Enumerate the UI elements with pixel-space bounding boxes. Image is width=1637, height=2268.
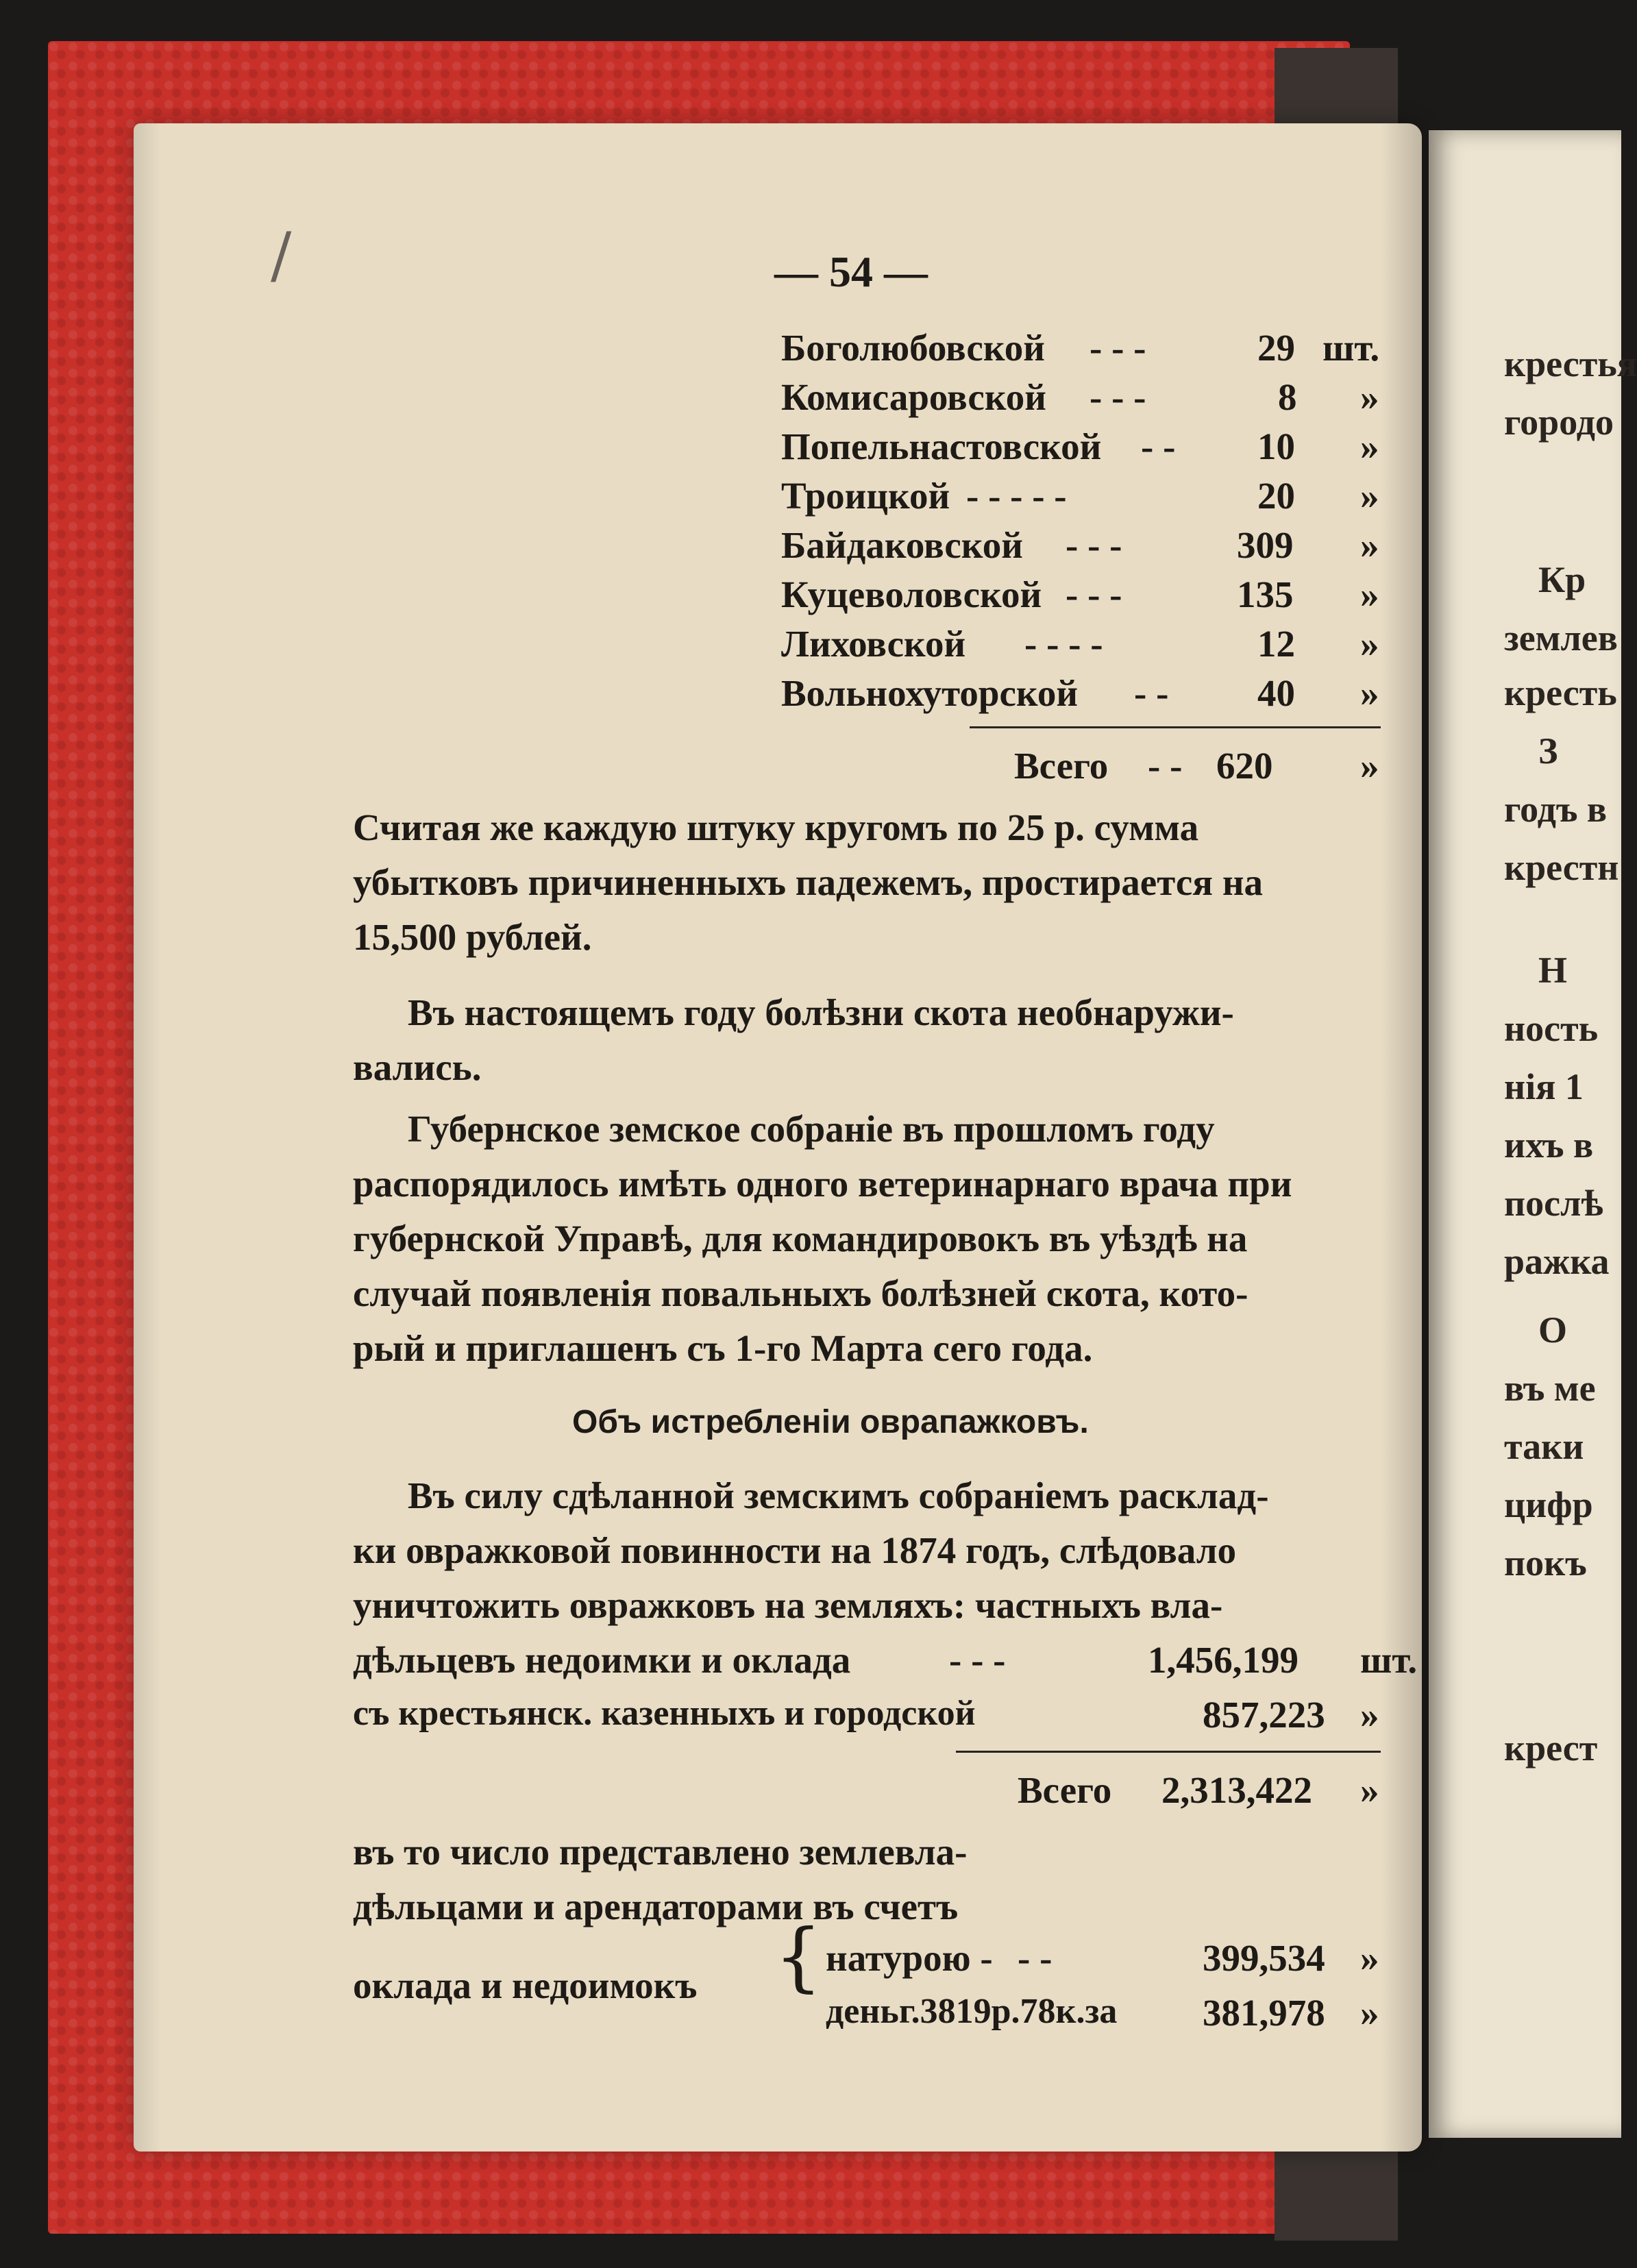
table-row-unit: » [1360,475,1379,517]
table-row-label: натурою - [826,1937,993,1979]
table-row-count: 12 [1257,623,1295,665]
right-frag-text: З [1538,730,1558,772]
right-frag-text: землев [1504,617,1618,658]
table-row-dashes: - - - - [1024,623,1103,665]
table-row-unit: шт. [1322,327,1380,369]
right-frag-text: покъ [1504,1542,1587,1583]
table-total-unit: » [1360,745,1379,787]
table-row-dashes: - - - [1066,524,1122,566]
table-row-count: 309 [1237,524,1294,566]
table-row-value: 399,534 [1203,1937,1325,1979]
table-row-dashes: - - [1141,426,1176,467]
table-row-count: 135 [1237,574,1294,615]
text-line: губернской Управѣ, для командировокъ въ уѣздѣ на [353,1218,1248,1259]
table-total-label: Всего [1014,745,1109,787]
table-row-name: Попельнастовской [781,426,1102,467]
table-row-label: деньг.3819р.78к.за [826,1992,1118,2031]
adjacent-right-page [1429,130,1637,2138]
right-frag-text: крестн [1504,847,1619,888]
text-line: убытковъ причиненныхъ падежемъ, простирается на [353,861,1264,903]
right-frag-text: О [1538,1309,1568,1351]
table-total-value: 2,313,422 [1161,1769,1312,1811]
right-frag-text: таки [1504,1426,1584,1467]
text-line: Губернское земское собраніе въ прошломъ году [408,1108,1215,1150]
pencil-mark: / [271,219,292,291]
table-row-unit: » [1360,524,1379,566]
right-frag-text: нія 1 [1504,1066,1584,1107]
section-heading: Объ истребленіи оврапажковъ. [572,1404,1089,1440]
table-row-unit: » [1360,574,1379,615]
table-row-name: Комисаровской [781,376,1046,418]
table-row-unit: » [1360,1694,1379,1736]
table-row-name: Куцеволовской [781,574,1042,615]
table-row-label: дѣльцевъ недоимки и оклада [353,1639,851,1681]
table-row-count: 10 [1257,426,1295,467]
right-frag-text: Кр [1538,559,1586,600]
table-total-value: 620 [1216,745,1273,787]
text-line: вались. [353,1046,482,1088]
right-frag-text: въ ме [1504,1368,1596,1409]
table-row-unit: шт. [1360,1639,1418,1681]
text-line: уничтожить овражковъ на земляхъ: частныхъ вла- [353,1584,1223,1626]
curly-brace: { [774,1912,822,2000]
text-line: дѣльцами и арендаторами въ счетъ [353,1886,959,1927]
table-row-label: съ крестьянск. казенныхъ и городской [353,1694,976,1733]
table-total-label: Всего [1018,1769,1112,1811]
table-row-count: 29 [1257,327,1295,369]
table-row-name: Боголюбовской [781,327,1045,369]
right-frag-text: послѣ [1504,1183,1603,1224]
table-row-unit: » [1360,623,1379,665]
table-row-unit: » [1360,672,1379,714]
text-line: ки овражковой повинности на 1874 годъ, слѣдовало [353,1529,1237,1571]
book-page [134,123,1422,2152]
text-line: 15,500 рублей. [353,916,592,958]
table-row-name: Байдаковской [781,524,1023,566]
table-row-dashes: - - - [1090,327,1146,369]
table-row-name: Троицкой [781,475,950,517]
text-line: случай появленія повальныхъ болѣзней скота, кото- [353,1272,1248,1314]
table-row-dashes: - - [1134,672,1169,714]
table-row-unit: » [1360,376,1379,418]
table-row-value: 1,456,199 [1148,1639,1298,1681]
table-row-unit: » [1360,1992,1379,2034]
table-row-unit: » [1360,426,1379,467]
table-row-name: Вольнохуторской [781,672,1079,714]
right-frag-text: крест [1504,1727,1598,1768]
table-total-rule [956,1751,1381,1753]
right-frag-text: Н [1538,950,1568,991]
table-row-value: 857,223 [1203,1694,1325,1736]
table-row-count: 20 [1257,475,1295,517]
right-frag-text: ихъ в [1504,1124,1594,1166]
table-row-value: 381,978 [1203,1992,1325,2034]
text-line: рый и приглашенъ съ 1-го Марта сего года. [353,1327,1093,1369]
text-line: Считая же каждую штуку кругомъ по 25 р. сумма [353,806,1199,848]
text-line: распорядилось имѣть одного ветеринарнаго врача при [353,1163,1292,1205]
text-line: въ то число представлено землевла- [353,1831,968,1873]
table-row-count: 40 [1257,672,1295,714]
table-total-unit: » [1360,1769,1379,1811]
table-row-count: 8 [1278,376,1297,418]
table-left-label: оклада и недоимокъ [353,1964,698,2006]
table-row-unit: » [1360,1937,1379,1979]
right-frag-text: цифр [1504,1484,1593,1525]
table-row-dashes: - - [1018,1937,1053,1979]
page-number: — 54 — [774,247,928,296]
table-row-dashes: - - - [1090,376,1146,418]
table-row-dashes: - - - - - [966,475,1067,517]
right-frag-text: кресть [1504,672,1617,713]
right-frag-text: городо [1504,402,1614,443]
right-frag-text: годъ в [1504,789,1608,830]
table-row-dashes: - - - [949,1639,1006,1681]
right-frag-text: ражка [1504,1241,1610,1282]
text-line: Въ силу сдѣланной земскимъ собраніемъ расклад- [408,1475,1269,1516]
text-line: Въ настоящемъ году болѣзни скота необнаружи- [408,991,1234,1033]
table-row-dashes: - - - [1066,574,1122,615]
table-total-dashes: - - [1148,745,1183,787]
table-row-name: Лиховской [781,623,966,665]
right-frag-text: крестья [1504,343,1637,384]
table-total-rule [970,726,1381,728]
right-frag-text: ность [1504,1008,1599,1049]
